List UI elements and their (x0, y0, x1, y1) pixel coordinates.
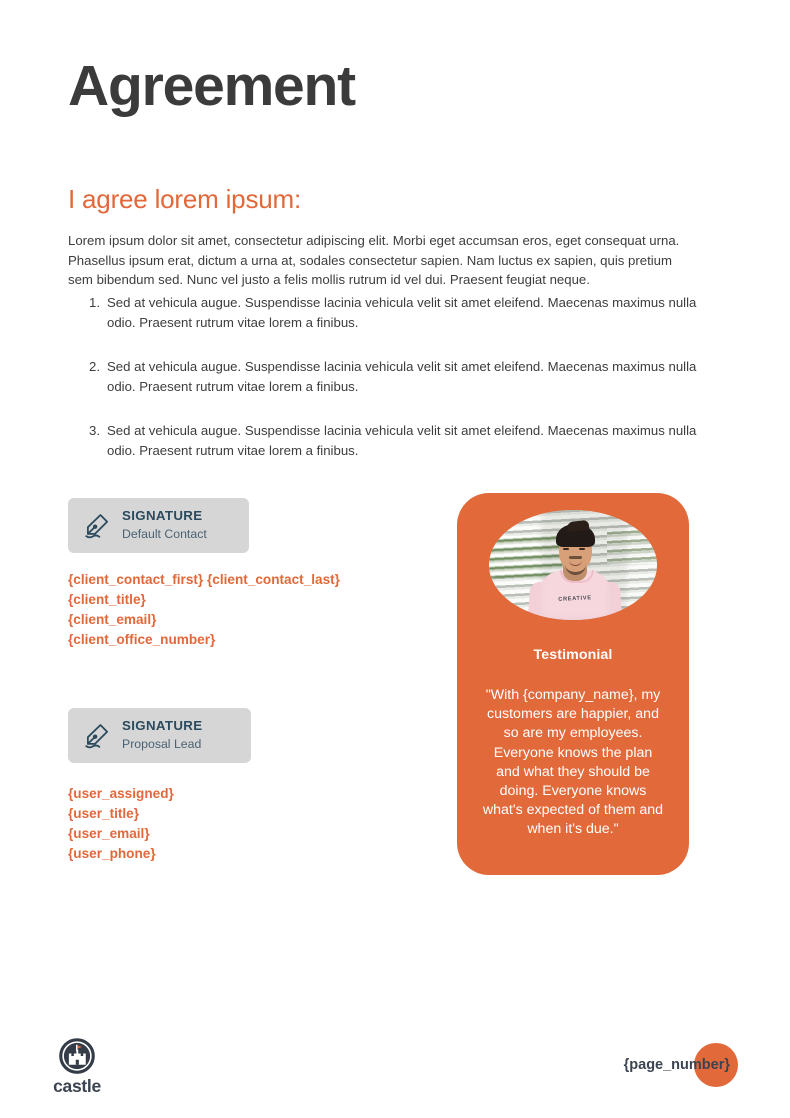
photo-eye-left (563, 548, 569, 550)
photo-tshirt-text: CREATIVE (558, 595, 592, 603)
user-field-phone: {user_phone} (68, 846, 156, 861)
testimonial-heading: Testimonial (533, 647, 613, 663)
intro-paragraph: Lorem ipsum dolor sit amet, consectetur adipiscing elit. Morbi eget accumsan eros, eget consequat urna. Phasellus ipsum erat, dictum a urna at, sodales consectetur sapien. Nam luctus ex sapien, quis pretium sem bibendum sed. Nunc vel justo a felis mollis rutrum id vel dui. Praesent feugiat neque. (68, 233, 680, 288)
client-field-phone: {client_office_number} (68, 632, 216, 647)
testimonial-photo (489, 510, 657, 620)
signature-block-user[interactable] (68, 708, 251, 763)
signature-label: SIGNATURE (122, 508, 203, 524)
list-item: Sed at vehicula augue. Suspendisse lacinia vehicula velit sit amet eleifend. Maecenas maximus nulla odio. Praesent rutrum vitae lorem a finibus. (107, 423, 697, 458)
signature-text-client (122, 508, 207, 542)
testimonial-quote: "With {company_name}, my customers are happier, and so are my employees. Everyone knows the plan and what they should be doing. Everyone knows what's expected of them and when it's due." (482, 687, 664, 838)
signature-label: SIGNATURE (122, 718, 203, 734)
signature-role: Proposal Lead (122, 737, 202, 751)
footer-logo (51, 1036, 103, 1096)
signature-role: Default Contact (122, 527, 207, 541)
user-field-name: {user_assigned} (68, 786, 174, 801)
signature-block-client[interactable] (68, 498, 249, 553)
list-item: Sed at vehicula augue. Suspendisse lacinia vehicula velit sit amet eleifend. Maecenas maximus nulla odio. Praesent rutrum vitae lorem a finibus. (107, 295, 697, 330)
section-heading: I agree lorem ipsum: (68, 184, 301, 214)
user-field-list (68, 784, 174, 864)
client-field-email: {client_email} (68, 612, 157, 627)
logo-wordmark: castle (53, 1076, 101, 1096)
agreement-list (68, 293, 707, 460)
client-field-name: {client_contact_first} {client_contact_last} (68, 572, 340, 587)
testimonial-card (457, 493, 689, 875)
user-field-title: {user_title} (68, 806, 140, 821)
castle-logo-icon (57, 1036, 97, 1076)
signature-pen-icon (84, 722, 111, 749)
page-number (624, 1043, 732, 1087)
signature-pen-icon (84, 512, 111, 539)
user-field-email: {user_email} (68, 826, 150, 841)
client-field-list (68, 570, 340, 650)
photo-eye-right (579, 548, 585, 550)
page-number-text: {page_number} (623, 1057, 730, 1073)
signature-text-user (122, 718, 202, 752)
client-field-title: {client_title} (68, 592, 146, 607)
page-title: Agreement (68, 54, 355, 118)
photo-moustache (569, 556, 582, 559)
list-item: Sed at vehicula augue. Suspendisse lacinia vehicula velit sit amet eleifend. Maecenas maximus nulla odio. Praesent rutrum vitae lorem a finibus. (107, 359, 697, 394)
